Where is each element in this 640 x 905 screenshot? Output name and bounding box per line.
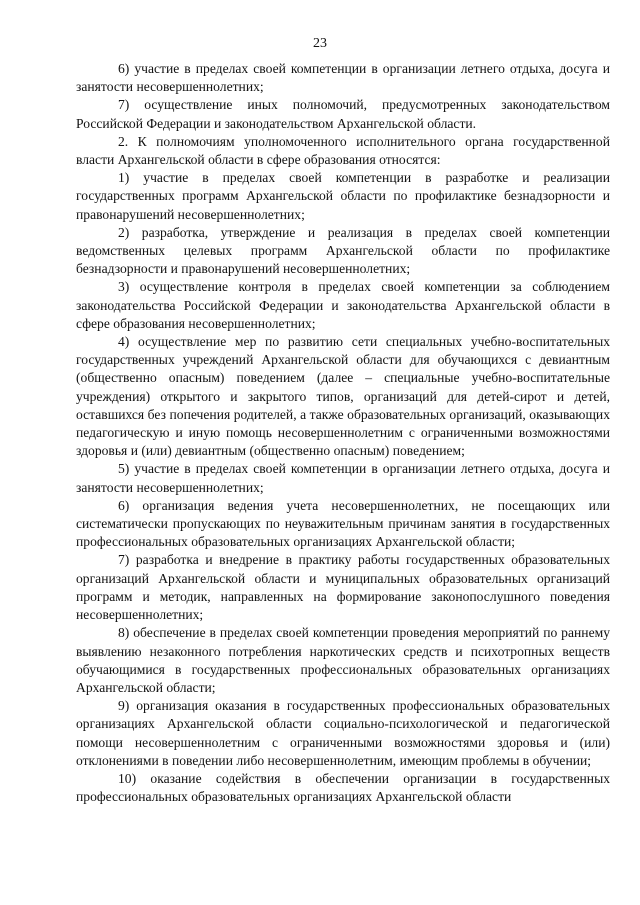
- paragraph-6-attendance-records: 6) организация ведения учета несовершеннолетних, не посещающих или систематически пропускающих по неуважительным причинам занятия в государственных профессиональных образовательных организациях Архангельской области;: [76, 497, 610, 550]
- paragraph-1-state-programs: 1) участие в пределах своей компетенции в разработке и реализации государственных программ Архангельской области по профилактике безнадзорности и правонарушений несовершеннолетних;: [76, 170, 610, 222]
- paragraph-4-special-institutions: 4) осуществление мер по развитию сети специальных учебно-воспитательных государственных учреждений Архангельской области для обучающихся с девиантным (общественно опасным) поведением (далее – специальные учебно-воспитательные учреждения) открытого и закрытого типов, организаций для детей-сирот и детей, оставшихся без попечения родителей, а также образовательных организаций, оказывающих педагогическую и иную помощь несовершеннолетним с ограниченными возможностями здоровья и (или) девиантным (общественно опасным) поведением;: [76, 334, 610, 459]
- paragraph-6-summer-leisure: 6) участие в пределах своей компетенции в организации летнего отдыха, досуга и занятости несовершеннолетних;: [76, 61, 610, 95]
- page-number: 23: [313, 36, 327, 51]
- paragraph-10-assistance: 10) оказание содействия в обеспечении организации в государственных профессиональных образовательных организациях Архангельской области: [76, 770, 610, 805]
- paragraph-2-education-authority: 2. К полномочиям уполномоченного исполнительного органа государственной власти Архангельской области в сфере образования относятся:: [76, 133, 610, 168]
- document-body: [76, 60, 610, 806]
- paragraph-9-psychological-help: 9) организация оказания в государственных профессиональных образовательных организациях Архангельской области социально-психологической и педагогической помощи несовершеннолетним с ограниченными возможностями здоровья и (или) отклонениями в поведении либо несовершеннолетним, имеющим проблемы в обучении;: [76, 698, 610, 768]
- paragraph-8-drug-prevention: 8) обеспечение в пределах своей компетенции проведения мероприятий по раннему выявлению незаконного потребления наркотических средств и психотропных веществ обучающимися в государственных профессиональных образовательных организациях Архангельской области;: [76, 625, 610, 695]
- paragraph-5-summer-leisure: 5) участие в пределах своей компетенции в организации летнего отдыха, досуга и занятости несовершеннолетних;: [76, 461, 610, 495]
- paragraph-7-methods-development: 7) разработка и внедрение в практику работы государственных образовательных организаций Архангельской области и муниципальных образовательных организаций программ и методик, направленных на формирование законопослушного поведения несовершеннолетних;: [76, 552, 610, 623]
- paragraph-3-compliance-control: 3) осуществление контроля в пределах своей компетенции за соблюдением законодательства Российской Федерации и законодательства Архангельской области в сфере образования несовершеннолетних;: [76, 279, 610, 331]
- paragraph-2-departmental-programs: 2) разработка, утверждение и реализация в пределах своей компетенции ведомственных целевых программ Архангельской области по профилактике безнадзорности и правонарушений несовершеннолетних;: [76, 224, 610, 277]
- paragraph-7-other-powers: 7) осуществление иных полномочий, предусмотренных законодательством Российской Федерации и законодательством Архангельской области.: [76, 97, 610, 131]
